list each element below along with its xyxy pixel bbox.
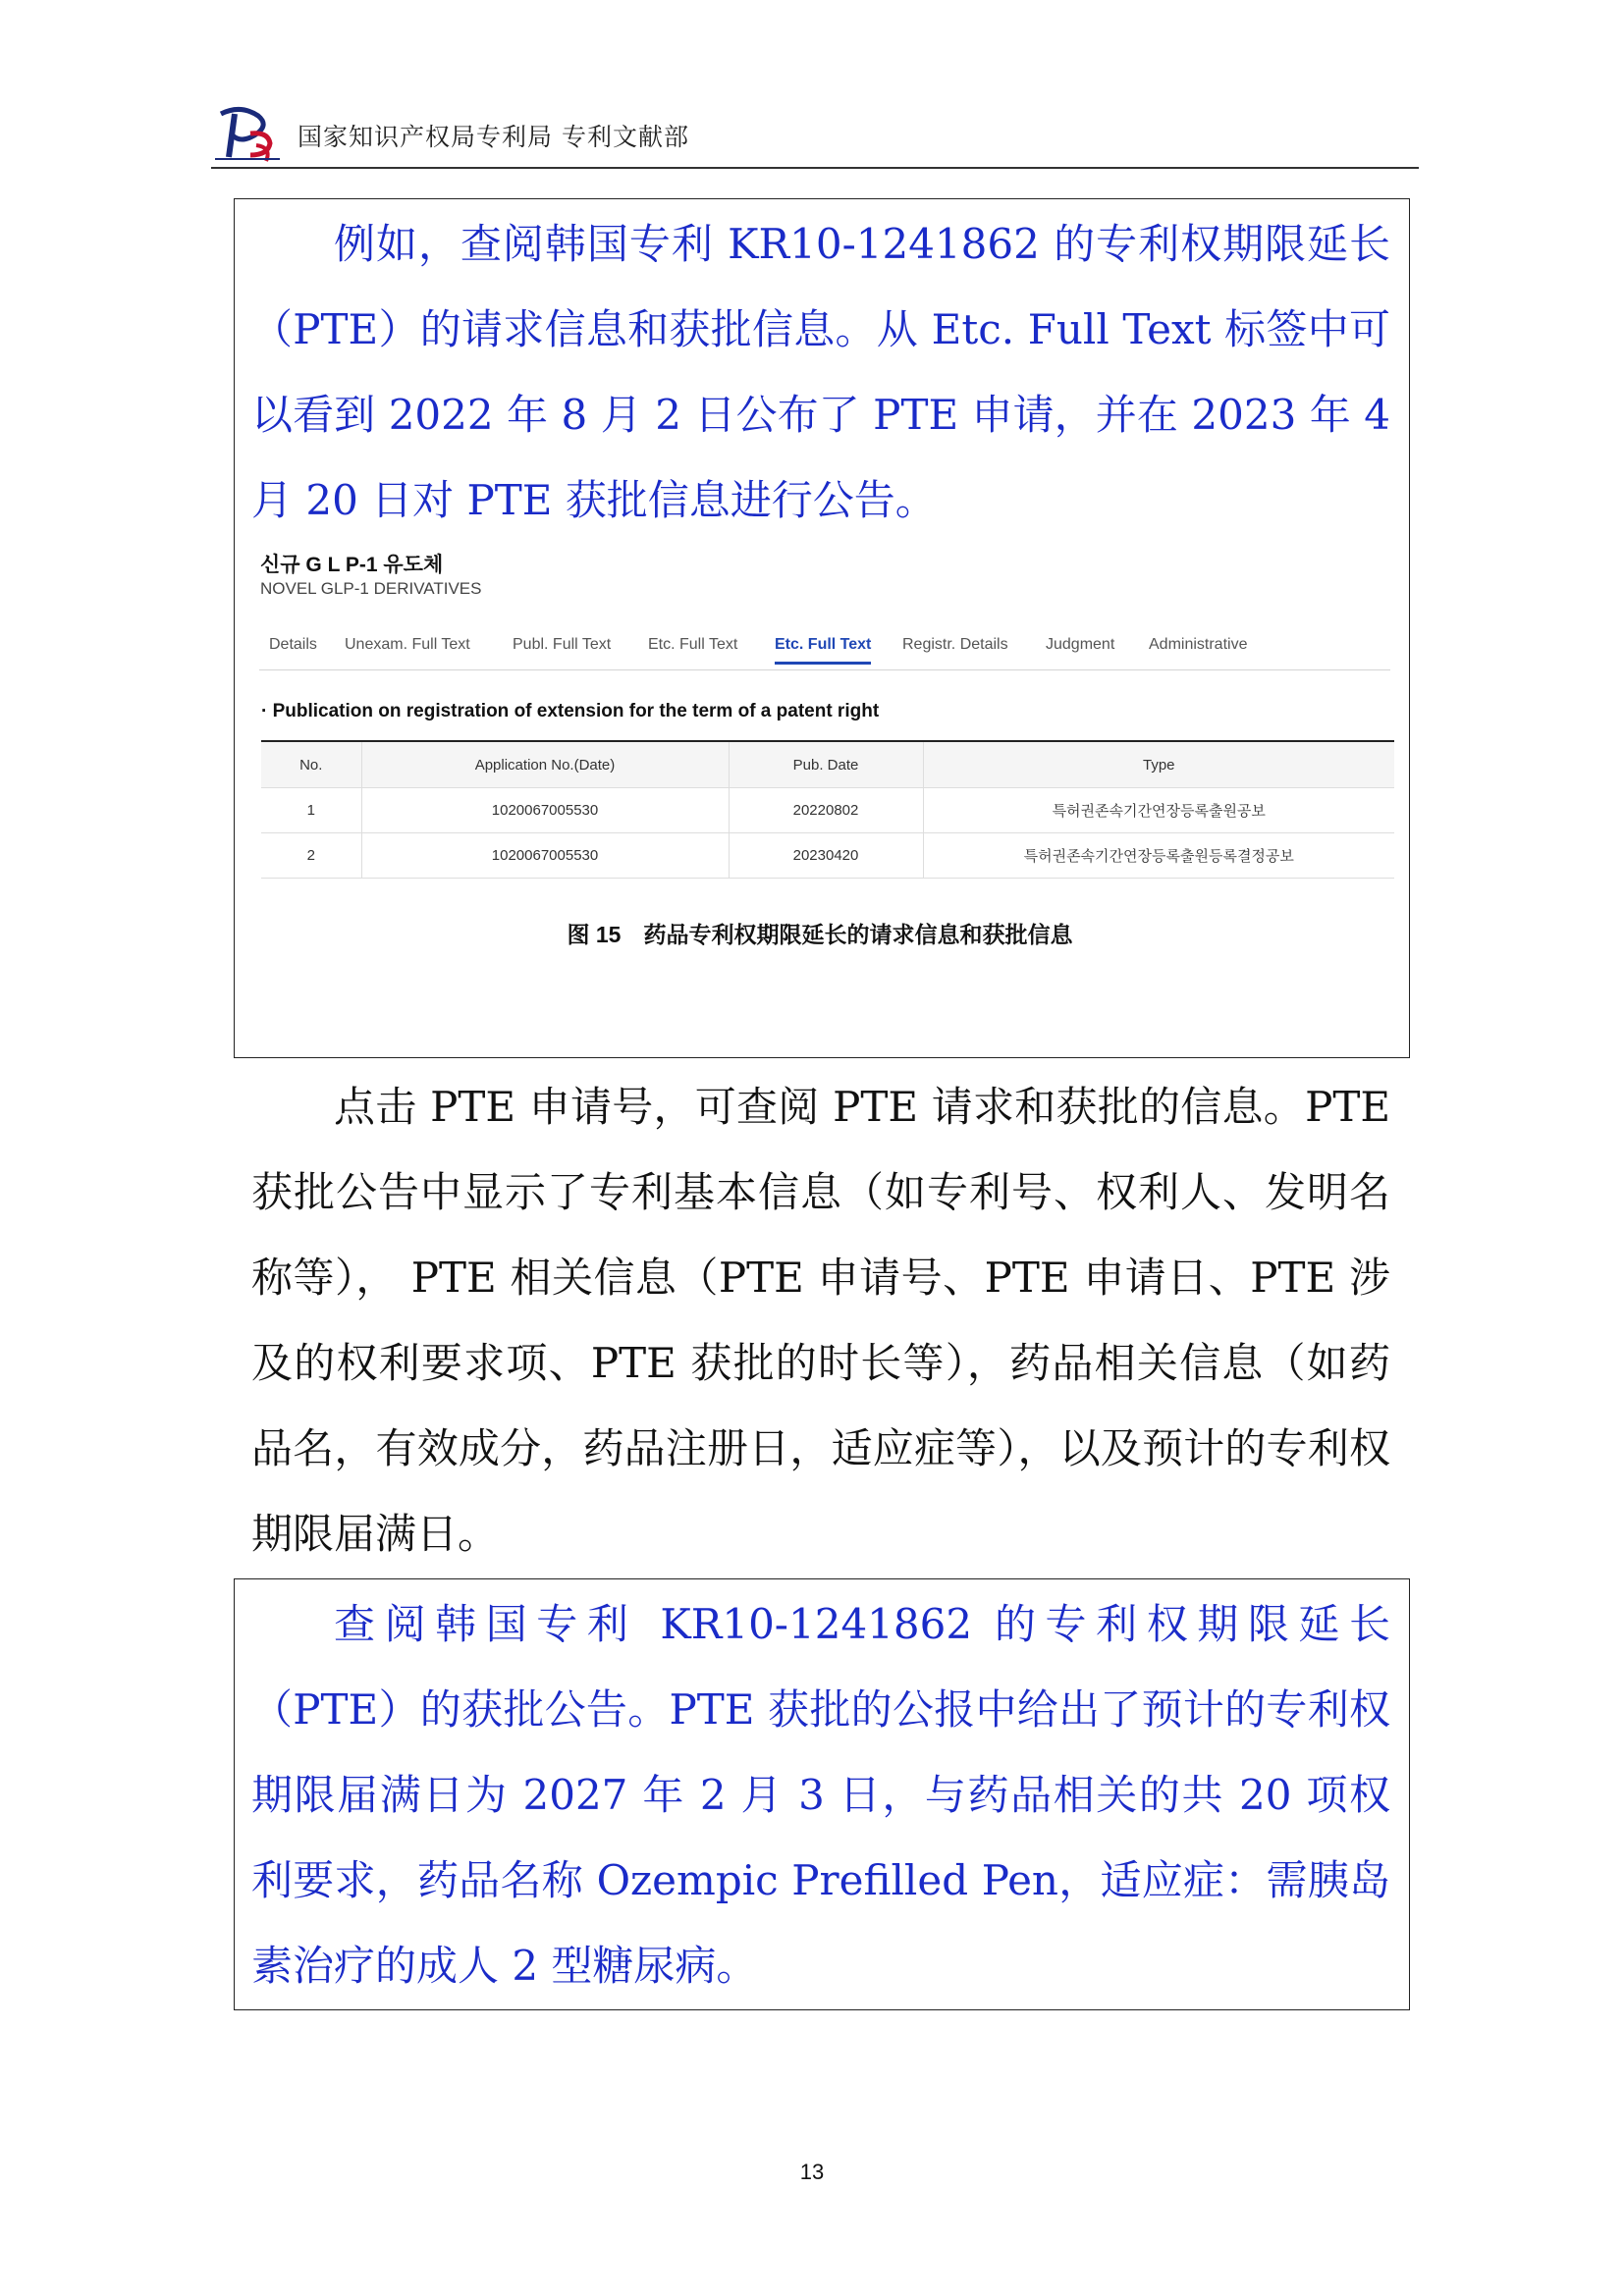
column-header-type: Type <box>923 741 1394 788</box>
page-number: 13 <box>799 2160 825 2184</box>
column-header-no: No. <box>261 741 361 788</box>
organization-name: 国家知识产权局专利局 专利文献部 <box>298 123 689 151</box>
tabs-divider <box>259 669 1390 670</box>
publication-table <box>261 740 1394 879</box>
example-paragraph-1: 例如，查阅韩国专利 KR10-1241862 的专利权期限延长（PTE）的请求信息和获批信息。从 Etc. Full Text 标签中可以看到 2022 年 8 月 2 日公布了 PTE 申请，并在 2023 年 4 月 20 日对 PTE 获批信息进行公告。 <box>251 220 1390 524</box>
tab-publ-full-text[interactable]: Publ. Full Text <box>513 636 612 653</box>
kipris-screenshot <box>253 546 1392 947</box>
body-paragraph: 点击 PTE 申请号，可查阅 PTE 请求和获批的信息。PTE 获批公告中显示了专利基本信息（如专利号、权利人、发明名称等）， PTE 相关信息（PTE 申请号、PTE 申请日、PTE 涉及的权利要求项、PTE 获批的时长等），药品相关信息（如药品名，有效成分，药品注册日，适应症等），以及预计的专利权期限届满日。 <box>251 1083 1390 1558</box>
tab-unexam-full-text[interactable]: Unexam. Full Text <box>345 636 470 653</box>
table-row <box>261 833 1394 879</box>
patent-title-korean: 신규 G L P-1 유도체 <box>260 554 444 576</box>
cell-pub-date: 20220802 <box>729 788 923 833</box>
cell-application-no[interactable]: 1020067005530 <box>361 788 729 833</box>
tab-administrative[interactable]: Administrative <box>1149 636 1248 653</box>
patent-title-english: NOVEL GLP-1 DERIVATIVES <box>260 579 482 598</box>
column-header-application-no: Application No.(Date) <box>361 741 729 788</box>
tab-etc-full-text-active[interactable]: Etc. Full Text <box>775 636 871 665</box>
cell-no: 1 <box>261 788 361 833</box>
cell-application-no[interactable]: 1020067005530 <box>361 833 729 879</box>
header-divider <box>211 167 1419 169</box>
tab-etc-full-text-1[interactable]: Etc. Full Text <box>648 636 738 653</box>
example-paragraph-2: 查阅韩国专利 KR10-1241862 的专利权期限延长（PTE）的获批公告。PTE 获批的公报中给出了预计的专利权期限届满日为 2027 年 2 月 3 日，与药品相关的共 20 项权利要求，药品名称 Ozempic Prefilled Pen，适应症：需胰岛素治疗的成人 2 型糖尿病。 <box>251 1600 1390 1990</box>
cell-type: 특허권존속기간연장등록출원공보 <box>923 788 1394 833</box>
table-header-row <box>261 741 1394 788</box>
figure-caption: 图 15 药品专利权期限延长的请求信息和获批信息 <box>567 922 1073 947</box>
tab-details[interactable]: Details <box>269 636 317 653</box>
cell-no: 2 <box>261 833 361 879</box>
office-logo-icon <box>211 106 284 165</box>
section-title: · Publication on registration of extension for the term of a patent right <box>261 701 880 721</box>
table-row <box>261 788 1394 833</box>
cell-type: 특허권존속기간연장등록출원등록결정공보 <box>923 833 1394 879</box>
column-header-pub-date: Pub. Date <box>729 741 923 788</box>
page-header <box>211 106 1419 167</box>
cell-pub-date: 20230420 <box>729 833 923 879</box>
tab-registr-details[interactable]: Registr. Details <box>902 636 1008 653</box>
tab-judgment[interactable]: Judgment <box>1046 636 1115 653</box>
